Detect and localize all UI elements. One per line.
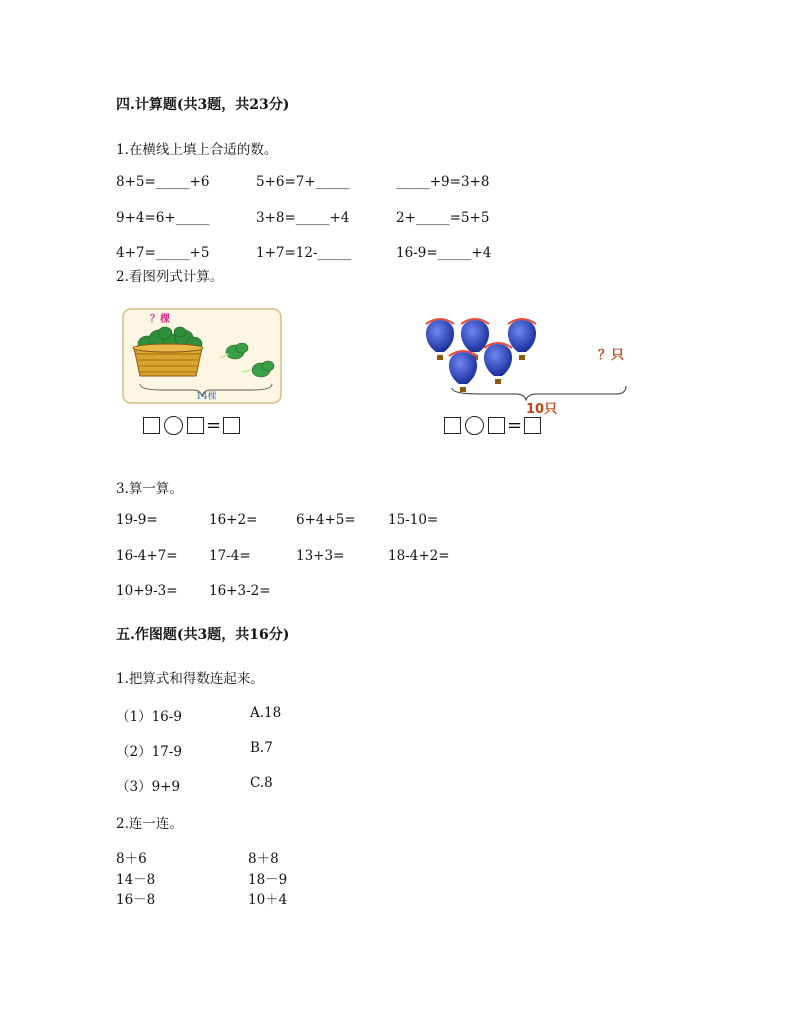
fill-cell: 8+5=_____+6: [116, 174, 210, 190]
s5-q1-prompt: 1.把算式和得数连起来。: [116, 671, 264, 687]
calc-cell: 10+9-3=: [116, 583, 178, 599]
answer-box[interactable]: [143, 417, 160, 434]
calc-cell: 6+4+5=: [296, 512, 356, 528]
operator-circle[interactable]: [164, 416, 183, 435]
calc-cell: 18-4+2=: [388, 548, 450, 564]
unknown-count-label: ？棵: [150, 314, 170, 325]
match-left: （1）16-9: [116, 709, 182, 725]
calc-cell: 15-10=: [388, 512, 439, 528]
answer-box[interactable]: [187, 417, 204, 434]
calc-cell: 16+3-2=: [209, 583, 271, 599]
link-left: 16－8: [116, 892, 156, 908]
answer-formula-1: [143, 415, 240, 436]
balloon-picture: [420, 316, 640, 416]
equals-sign: =: [507, 415, 523, 436]
operator-circle[interactable]: [465, 416, 484, 435]
link-left: 14－8: [116, 872, 156, 888]
section4-title: 四.计算题(共3题，共23分): [116, 97, 290, 113]
match-right: C.8: [250, 775, 273, 791]
calc-cell: 16-4+7=: [116, 548, 178, 564]
fill-cell: 5+6=7+_____: [256, 174, 350, 190]
match-right: B.7: [250, 740, 273, 756]
match-left: （3）9+9: [116, 779, 181, 795]
unknown-balloons-label: ？只: [598, 348, 625, 363]
answer-formula-2: [444, 415, 541, 436]
link-left: 8＋6: [116, 851, 147, 867]
fill-cell: 3+8=_____+4: [256, 210, 350, 226]
s5-q2-prompt: 2.连一连。: [116, 816, 183, 832]
link-right: 10＋4: [248, 892, 288, 908]
total-balloons-label: 10只: [526, 402, 558, 417]
fill-cell: 9+4=6+_____: [116, 210, 210, 226]
calc-cell: 16+2=: [209, 512, 258, 528]
fill-cell: _____+9=3+8: [396, 174, 490, 190]
calc-cell: 13+3=: [296, 548, 345, 564]
q3-prompt: 3.算一算。: [116, 481, 183, 497]
calc-cell: 17-4=: [209, 548, 251, 564]
calc-cell: 19-9=: [116, 512, 158, 528]
section5-title: 五.作图题(共3题，共16分): [116, 627, 290, 643]
fill-cell: 16-9=_____+4: [396, 245, 492, 261]
answer-box[interactable]: [524, 417, 541, 434]
balloons-group: [426, 319, 536, 392]
answer-box[interactable]: [488, 417, 505, 434]
link-right: 18－9: [248, 872, 288, 888]
vegetable-picture: [122, 308, 282, 404]
answer-box[interactable]: [444, 417, 461, 434]
match-left: （2）17-9: [116, 744, 182, 760]
link-right: 8＋8: [248, 851, 279, 867]
fill-cell: 4+7=_____+5: [116, 245, 210, 261]
q1-prompt: 1.在横线上填上合适的数。: [116, 142, 278, 158]
answer-box[interactable]: [223, 417, 240, 434]
match-right: A.18: [250, 705, 282, 721]
total-count-label: 14棵: [196, 392, 217, 402]
q2-prompt: 2.看图列式计算。: [116, 269, 224, 285]
fill-cell: 1+7=12-_____: [256, 245, 352, 261]
equals-sign: =: [206, 415, 222, 436]
fill-cell: 2+_____=5+5: [396, 210, 490, 226]
